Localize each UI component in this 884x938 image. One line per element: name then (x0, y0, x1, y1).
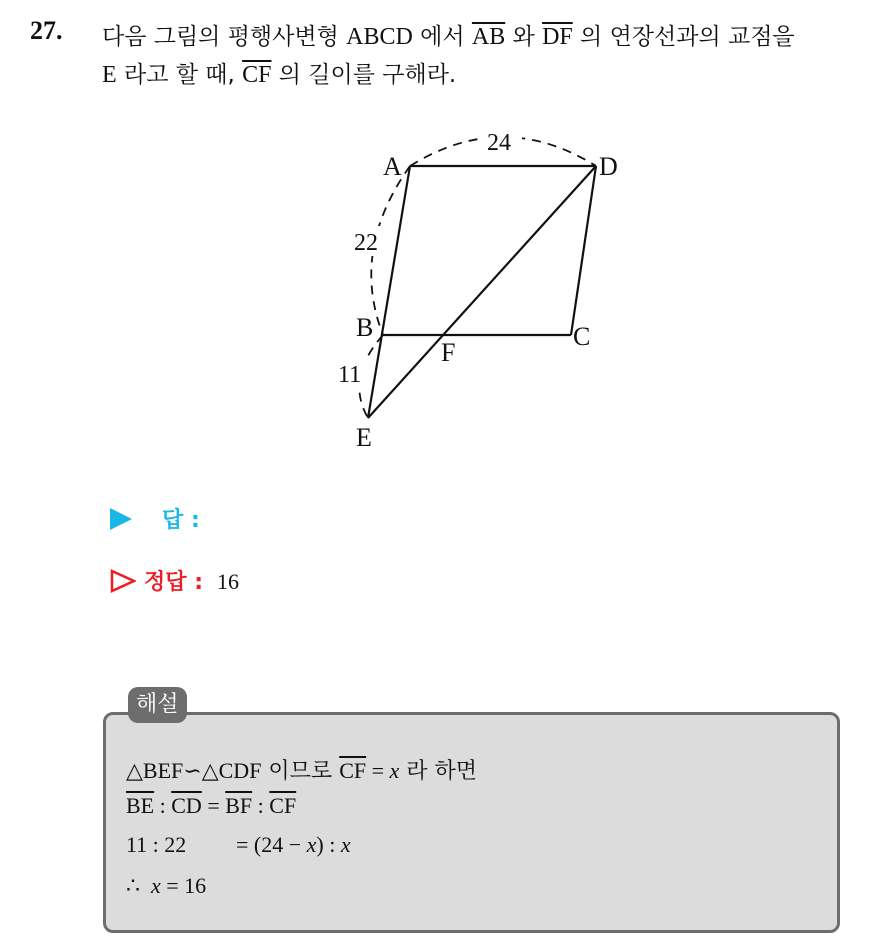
solution-tag: 해설 (128, 687, 187, 723)
segment-be: $\overline{BE}$ (126, 793, 155, 818)
ratio-colon: : (154, 793, 172, 818)
parallelogram-name: ABCD (346, 24, 413, 50)
play-triangle-icon (110, 508, 132, 530)
therefore-symbol: ∴ (126, 873, 140, 898)
problem-text: 와 (505, 24, 543, 50)
solution-text: 이므로 (261, 759, 340, 784)
segment-cf: $\overline{CF}$ (339, 758, 367, 783)
variable-x: x (340, 832, 351, 857)
equals: = (236, 832, 254, 857)
line-de (368, 166, 596, 418)
solution-line-1 (126, 754, 477, 785)
measure-be: 11 (338, 362, 362, 388)
final-result: = 16 (160, 873, 207, 898)
ratio-rhs: (24 − (253, 832, 307, 857)
problem-number: 27. (30, 16, 63, 45)
segment-df: $\overline{DF}$ (542, 24, 573, 50)
correct-answer-colon: : (194, 570, 203, 595)
problem-text: 의 길이를 구해라. (271, 62, 457, 88)
problem-text: 라고 할 때, (116, 62, 243, 88)
label-c: C (573, 322, 591, 351)
variable-x: x (151, 873, 161, 898)
solution-box (103, 712, 840, 933)
ratio-rhs: ) : (316, 832, 341, 857)
measure-ab: 22 (354, 230, 378, 256)
correct-answer-value: 16 (217, 569, 239, 594)
ratio-lhs: 11 : 22 (126, 832, 187, 857)
variable-x: x (306, 832, 317, 857)
label-b: B (356, 313, 374, 342)
line-ae (368, 166, 410, 418)
segment-cd: $\overline{CD}$ (171, 793, 202, 818)
similar-symbol: ∽ (183, 758, 202, 783)
label-e: E (356, 423, 372, 452)
segment-ab: $\overline{AB}$ (471, 24, 506, 50)
triangle-cdf: △CDF (201, 758, 262, 783)
ratio-colon: : (252, 793, 270, 818)
segment-cf: $\overline{CF}$ (242, 62, 272, 88)
solution-line-3 (126, 832, 351, 858)
solution-line-4 (126, 873, 206, 899)
segment-bf: $\overline{BF}$ (225, 793, 253, 818)
solution-line-2 (126, 793, 296, 819)
variable-x: x (389, 758, 400, 783)
solution-text: 라 하면 (399, 759, 478, 784)
problem-text: 의 연장선과의 교점을 (572, 24, 795, 50)
answer-row (110, 503, 200, 534)
outline-triangle-icon (110, 569, 136, 599)
label-a: A (383, 152, 402, 181)
equals: = (366, 758, 390, 783)
side-dc (571, 166, 596, 335)
problem-text: 다음 그림의 평행사변형 (102, 24, 347, 50)
point-e: E (102, 62, 117, 88)
answer-label: 답 (162, 508, 184, 533)
label-f: F (441, 338, 456, 367)
triangle-bef: △BEF (126, 758, 184, 783)
equals: = (201, 793, 226, 818)
answer-colon: : (190, 508, 200, 533)
correct-answer-label: 정답 (144, 570, 187, 595)
segment-cf: $\overline{CF}$ (269, 793, 297, 818)
problem-text: 에서 (412, 24, 472, 50)
correct-answer-row (110, 565, 239, 599)
measure-ad: 24 (487, 130, 511, 156)
label-d: D (599, 152, 618, 181)
